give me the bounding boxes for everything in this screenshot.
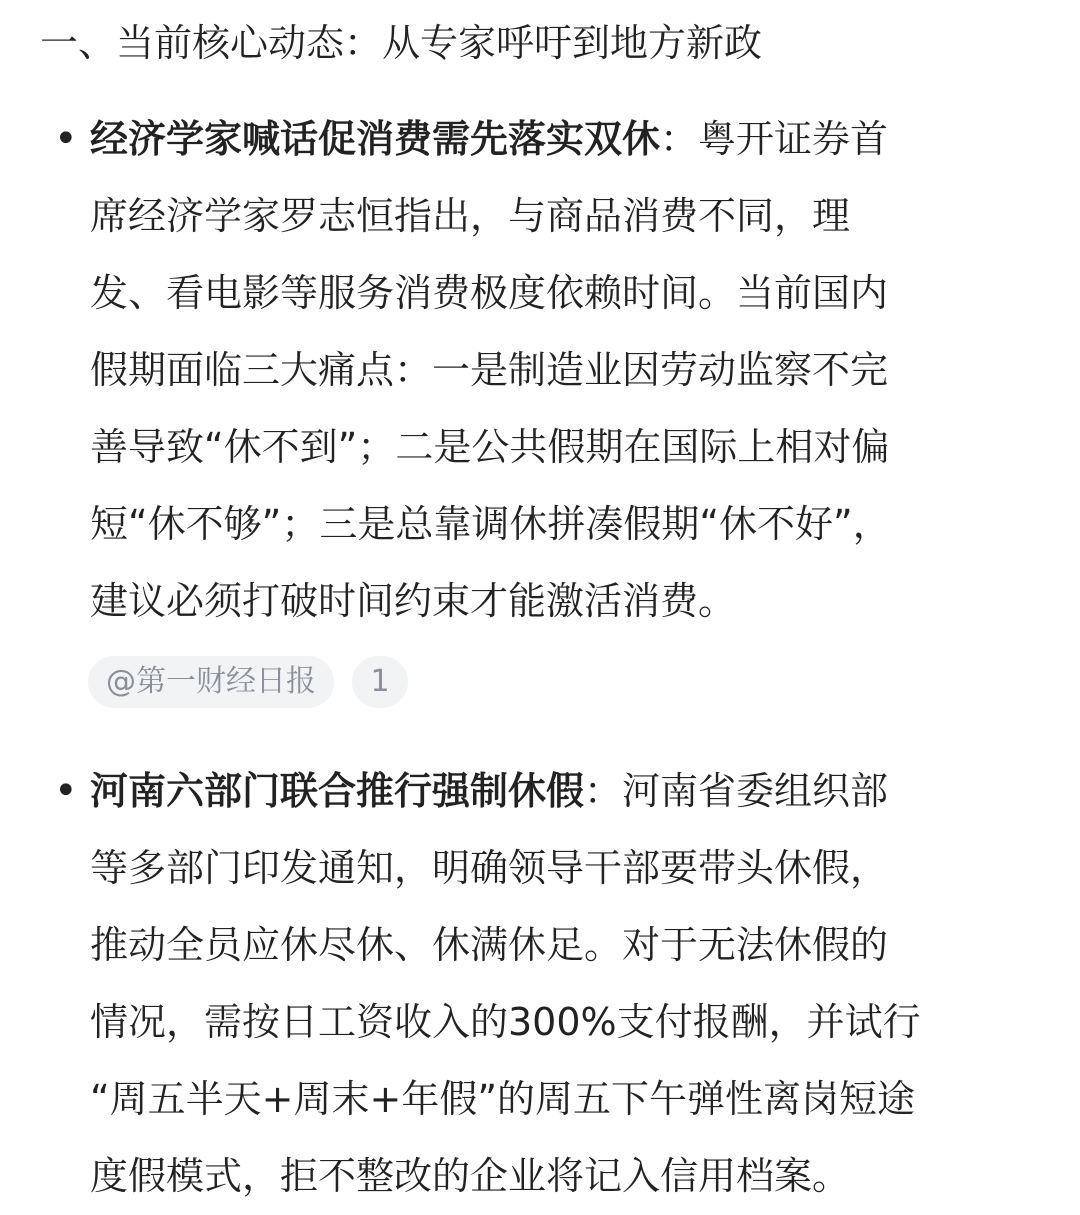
item-1-text-2: 席经济学家罗志恒指出，与商品消费不同，理 (90, 194, 851, 238)
item-2-text-2: 等多部门印发通知，明确领导干部要带头休假， (90, 846, 889, 890)
item-1-text-1: 粤开证券首 (698, 117, 889, 161)
list-item-2 (54, 753, 1040, 1215)
item-1-line-1 (90, 101, 1040, 178)
source-row (88, 656, 408, 708)
item-2-text-5: “周五半天+周末+年假”的周五下午弹性离岗短途 (90, 1077, 916, 1121)
bullet-1: • (54, 116, 78, 162)
source-chip[interactable]: @第一财经日报 (88, 656, 334, 708)
item-2-text-6: 度假模式，拒不整改的企业将记入信用档案。 (90, 1154, 851, 1198)
item-2-separator: ： (584, 769, 623, 813)
item-2-text-3: 推动全员应休尽休、休满休足。对于无法休假的 (90, 923, 889, 967)
list-item-1 (54, 101, 1040, 640)
item-1-text-7: 建议必须打破时间约束才能激活消费。 (90, 579, 737, 623)
item-2-line-1 (90, 753, 1040, 830)
item-2-title: 河南六部门联合推行强制休假 (90, 769, 585, 813)
item-1-text-6: 短“休不够”；三是总靠调休拼凑假期“休不好”， (90, 502, 891, 546)
bullet-2: • (54, 768, 78, 814)
section-title: 一、当前核心动态：从专家呼吁到地方新政 (40, 21, 763, 65)
item-1-text-5: 善导致“休不到”；二是公共假期在国际上相对偏 (90, 425, 890, 469)
item-2-text-4: 情况，需按日工资收入的300%支付报酬，并试行 (90, 1000, 921, 1044)
source-count-chip[interactable]: 1 (352, 656, 408, 708)
item-2-text-1: 河南省委组织部 (622, 769, 889, 813)
item-1-text-3: 发、看电影等服务消费极度依赖时间。当前国内 (90, 271, 889, 315)
item-1-text-4: 假期面临三大痛点：一是制造业因劳动监察不完 (90, 348, 889, 392)
item-1-title: 经济学家喊话促消费需先落实双休 (90, 117, 661, 161)
item-1-separator: ： (660, 117, 699, 161)
